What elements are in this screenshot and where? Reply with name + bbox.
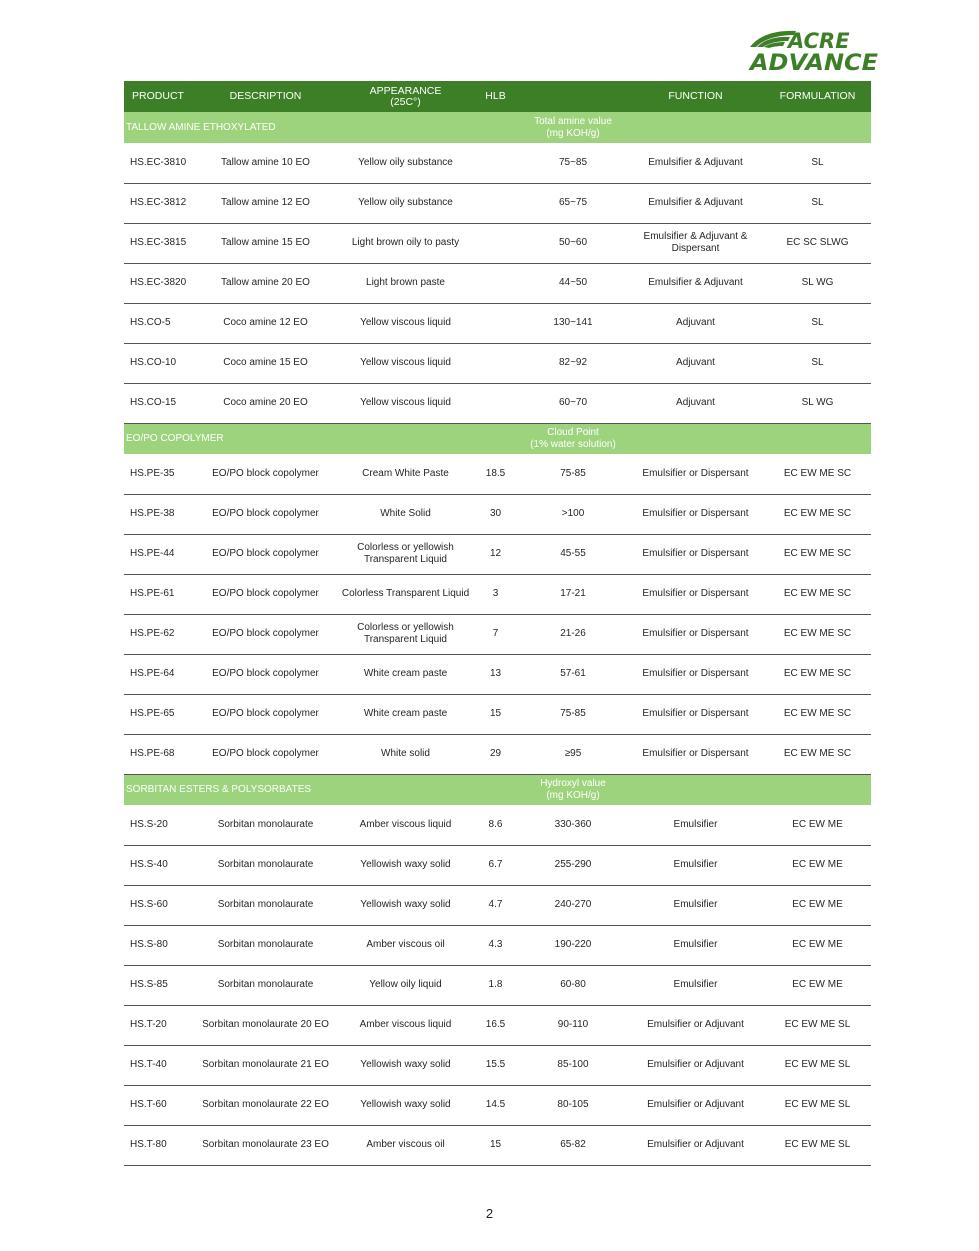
cell-function: Adjuvant bbox=[627, 343, 764, 383]
cell-formulation: SL WG bbox=[764, 263, 871, 303]
cell-product: HS.PE-65 bbox=[124, 694, 192, 734]
cell-value: 130~141 bbox=[519, 303, 627, 343]
cell-value: 330-360 bbox=[519, 805, 627, 845]
cell-formulation: EC EW ME SL bbox=[764, 1005, 871, 1045]
cell-appearance: Yellowish waxy solid bbox=[339, 845, 472, 885]
cell-formulation: EC EW ME SC bbox=[764, 614, 871, 654]
cell-value: 75-85 bbox=[519, 694, 627, 734]
cell-hlb bbox=[472, 183, 519, 223]
cell-hlb: 15 bbox=[472, 694, 519, 734]
cell-hlb: 13 bbox=[472, 654, 519, 694]
cell-hlb bbox=[472, 383, 519, 423]
cell-value: 45-55 bbox=[519, 534, 627, 574]
cell-function: Emulsifier or Dispersant bbox=[627, 694, 764, 734]
cell-appearance: Yellow oily liquid bbox=[339, 965, 472, 1005]
cell-product: HS.PE-38 bbox=[124, 494, 192, 534]
cell-value: 65-82 bbox=[519, 1125, 627, 1165]
cell-value: 50~60 bbox=[519, 223, 627, 263]
brand-logo bbox=[748, 28, 880, 72]
cell-value: 60~70 bbox=[519, 383, 627, 423]
cell-appearance: White solid bbox=[339, 734, 472, 774]
section-spacer bbox=[627, 423, 871, 454]
cell-description: EO/PO block copolymer bbox=[192, 574, 339, 614]
cell-appearance: Amber viscous oil bbox=[339, 1125, 472, 1165]
cell-description: Sorbitan monolaurate 22 EO bbox=[192, 1085, 339, 1125]
table-body bbox=[124, 112, 871, 1165]
cell-hlb: 4.3 bbox=[472, 925, 519, 965]
cell-product: HS.S-40 bbox=[124, 845, 192, 885]
cell-hlb: 29 bbox=[472, 734, 519, 774]
cell-description: Sorbitan monolaurate bbox=[192, 885, 339, 925]
cell-hlb: 15.5 bbox=[472, 1045, 519, 1085]
cell-description: Tallow amine 20 EO bbox=[192, 263, 339, 303]
table-row bbox=[124, 734, 871, 774]
product-table bbox=[124, 81, 871, 1166]
section-header-row bbox=[124, 423, 871, 454]
header-hlb: HLB bbox=[485, 90, 506, 102]
cell-formulation: SL bbox=[764, 303, 871, 343]
cell-formulation: SL bbox=[764, 343, 871, 383]
cell-hlb: 8.6 bbox=[472, 805, 519, 845]
cell-product: HS.CO-15 bbox=[124, 383, 192, 423]
cell-product: HS.EC-3810 bbox=[124, 143, 192, 183]
cell-hlb bbox=[472, 343, 519, 383]
section-title: TALLOW AMINE ETHOXYLATED bbox=[126, 121, 276, 133]
cell-value: 255-290 bbox=[519, 845, 627, 885]
cell-description: Coco amine 12 EO bbox=[192, 303, 339, 343]
table-row bbox=[124, 654, 871, 694]
cell-function: Emulsifier or Dispersant bbox=[627, 614, 764, 654]
cell-value: 82~92 bbox=[519, 343, 627, 383]
cell-function: Emulsifier & Adjuvant bbox=[627, 183, 764, 223]
table-row bbox=[124, 925, 871, 965]
cell-function: Emulsifier or Adjuvant bbox=[627, 1045, 764, 1085]
cell-function: Emulsifier & Adjuvant bbox=[627, 263, 764, 303]
cell-description: EO/PO block copolymer bbox=[192, 494, 339, 534]
cell-function: Emulsifier bbox=[627, 805, 764, 845]
table-row bbox=[124, 1125, 871, 1165]
cell-value: 90-110 bbox=[519, 1005, 627, 1045]
cell-value: 80-105 bbox=[519, 1085, 627, 1125]
cell-value: 75-85 bbox=[519, 454, 627, 494]
cell-formulation: EC EW ME SC bbox=[764, 494, 871, 534]
cell-function: Emulsifier or Dispersant bbox=[627, 534, 764, 574]
table-row bbox=[124, 383, 871, 423]
cell-product: HS.PE-61 bbox=[124, 574, 192, 614]
cell-description: EO/PO block copolymer bbox=[192, 614, 339, 654]
cell-formulation: EC EW ME SL bbox=[764, 1125, 871, 1165]
cell-hlb: 7 bbox=[472, 614, 519, 654]
header-function: FUNCTION bbox=[668, 90, 723, 102]
cell-appearance: Yellow oily substance bbox=[339, 143, 472, 183]
cell-hlb: 12 bbox=[472, 534, 519, 574]
cell-function: Emulsifier & Adjuvant bbox=[627, 143, 764, 183]
cell-description: Coco amine 15 EO bbox=[192, 343, 339, 383]
cell-function: Emulsifier or Dispersant bbox=[627, 654, 764, 694]
cell-value: 85-100 bbox=[519, 1045, 627, 1085]
cell-formulation: EC EW ME bbox=[764, 925, 871, 965]
cell-formulation: EC EW ME SC bbox=[764, 654, 871, 694]
cell-product: HS.PE-68 bbox=[124, 734, 192, 774]
cell-description: EO/PO block copolymer bbox=[192, 734, 339, 774]
cell-product: HS.CO-5 bbox=[124, 303, 192, 343]
cell-appearance: Yellow viscous liquid bbox=[339, 303, 472, 343]
cell-appearance: Colorless Transparent Liquid bbox=[339, 574, 472, 614]
cell-hlb: 4.7 bbox=[472, 885, 519, 925]
cell-appearance: White cream paste bbox=[339, 654, 472, 694]
cell-description: Sorbitan monolaurate bbox=[192, 925, 339, 965]
cell-value: 60-80 bbox=[519, 965, 627, 1005]
section-title: SORBITAN ESTERS & POLYSORBATES bbox=[126, 783, 312, 795]
cell-hlb bbox=[472, 223, 519, 263]
cell-value: 190-220 bbox=[519, 925, 627, 965]
cell-product: HS.T-40 bbox=[124, 1045, 192, 1085]
table-row bbox=[124, 965, 871, 1005]
page-number: 2 bbox=[485, 1206, 494, 1221]
section-metric-label: Total amine value (mg KOH/g) bbox=[534, 115, 612, 139]
cell-hlb: 16.5 bbox=[472, 1005, 519, 1045]
cell-formulation: EC EW ME SC bbox=[764, 734, 871, 774]
cell-value: ≥95 bbox=[519, 734, 627, 774]
table-row bbox=[124, 694, 871, 734]
cell-value: 75~85 bbox=[519, 143, 627, 183]
cell-formulation: EC EW ME SC bbox=[764, 454, 871, 494]
cell-hlb bbox=[472, 263, 519, 303]
cell-hlb bbox=[472, 303, 519, 343]
cell-product: HS.PE-44 bbox=[124, 534, 192, 574]
cell-description: Sorbitan monolaurate 20 EO bbox=[192, 1005, 339, 1045]
cell-appearance: White Solid bbox=[339, 494, 472, 534]
table-row bbox=[124, 263, 871, 303]
cell-appearance: Yellow oily substance bbox=[339, 183, 472, 223]
section-header-row bbox=[124, 112, 871, 143]
table-row bbox=[124, 1045, 871, 1085]
table-row bbox=[124, 805, 871, 845]
cell-value: 65~75 bbox=[519, 183, 627, 223]
cell-function: Emulsifier bbox=[627, 925, 764, 965]
cell-product: HS.EC-3812 bbox=[124, 183, 192, 223]
cell-appearance: Yellow viscous liquid bbox=[339, 383, 472, 423]
header-appearance: APPEARANCE (25C°) bbox=[369, 84, 442, 108]
cell-product: HS.S-80 bbox=[124, 925, 192, 965]
cell-appearance: Amber viscous liquid bbox=[339, 805, 472, 845]
cell-formulation: EC EW ME SL bbox=[764, 1045, 871, 1085]
header-description: DESCRIPTION bbox=[229, 90, 302, 102]
cell-value: 57-61 bbox=[519, 654, 627, 694]
cell-formulation: EC EW ME bbox=[764, 965, 871, 1005]
cell-description: Sorbitan monolaurate bbox=[192, 805, 339, 845]
table-row bbox=[124, 343, 871, 383]
table-row bbox=[124, 223, 871, 263]
cell-function: Emulsifier bbox=[627, 885, 764, 925]
table-row bbox=[124, 143, 871, 183]
cell-description: Tallow amine 15 EO bbox=[192, 223, 339, 263]
cell-function: Emulsifier or Adjuvant bbox=[627, 1005, 764, 1045]
cell-appearance: Cream White Paste bbox=[339, 454, 472, 494]
cell-appearance: Yellowish waxy solid bbox=[339, 885, 472, 925]
cell-hlb: 6.7 bbox=[472, 845, 519, 885]
table-row bbox=[124, 885, 871, 925]
cell-hlb: 18.5 bbox=[472, 454, 519, 494]
section-header-row bbox=[124, 774, 871, 805]
cell-formulation: SL bbox=[764, 143, 871, 183]
header-product: PRODUCT bbox=[132, 90, 184, 102]
cell-formulation: EC EW ME bbox=[764, 805, 871, 845]
cell-appearance: Colorless or yellowish Transparent Liquid bbox=[339, 534, 472, 574]
cell-function: Adjuvant bbox=[627, 383, 764, 423]
logo-word-acre: ACRE bbox=[788, 29, 850, 53]
cell-appearance: Amber viscous oil bbox=[339, 925, 472, 965]
cell-description: Coco amine 20 EO bbox=[192, 383, 339, 423]
cell-appearance: Yellow viscous liquid bbox=[339, 343, 472, 383]
table-row bbox=[124, 845, 871, 885]
header-metric bbox=[519, 81, 627, 112]
logo-word-advance: ADVANCE bbox=[748, 51, 878, 72]
cell-value: 21-26 bbox=[519, 614, 627, 654]
cell-value: >100 bbox=[519, 494, 627, 534]
cell-product: HS.EC-3815 bbox=[124, 223, 192, 263]
cell-hlb: 14.5 bbox=[472, 1085, 519, 1125]
cell-function: Adjuvant bbox=[627, 303, 764, 343]
cell-description: EO/PO block copolymer bbox=[192, 454, 339, 494]
table-row bbox=[124, 1005, 871, 1045]
cell-product: HS.EC-3820 bbox=[124, 263, 192, 303]
cell-description: Tallow amine 12 EO bbox=[192, 183, 339, 223]
cell-function: Emulsifier or Dispersant bbox=[627, 454, 764, 494]
table-row bbox=[124, 494, 871, 534]
cell-formulation: EC EW ME SC bbox=[764, 694, 871, 734]
cell-product: HS.PE-64 bbox=[124, 654, 192, 694]
cell-description: Sorbitan monolaurate 23 EO bbox=[192, 1125, 339, 1165]
cell-product: HS.S-60 bbox=[124, 885, 192, 925]
cell-function: Emulsifier bbox=[627, 965, 764, 1005]
cell-product: HS.S-85 bbox=[124, 965, 192, 1005]
cell-appearance: Light brown oily to pasty bbox=[339, 223, 472, 263]
section-metric-label: Hydroxyl value (mg KOH/g) bbox=[540, 777, 606, 801]
cell-formulation: EC EW ME SC bbox=[764, 574, 871, 614]
cell-description: Sorbitan monolaurate 21 EO bbox=[192, 1045, 339, 1085]
table-header-row bbox=[124, 81, 871, 112]
table-row bbox=[124, 1085, 871, 1125]
cell-formulation: EC SC SLWG bbox=[764, 223, 871, 263]
cell-product: HS.PE-62 bbox=[124, 614, 192, 654]
cell-description: Sorbitan monolaurate bbox=[192, 965, 339, 1005]
cell-formulation: EC EW ME bbox=[764, 845, 871, 885]
section-title: EO/PO COPOLYMER bbox=[126, 432, 224, 444]
cell-function: Emulsifier or Adjuvant bbox=[627, 1085, 764, 1125]
table-row bbox=[124, 614, 871, 654]
cell-function: Emulsifier & Adjuvant & Dispersant bbox=[627, 223, 764, 263]
cell-appearance: Light brown paste bbox=[339, 263, 472, 303]
cell-formulation: EC EW ME SL bbox=[764, 1085, 871, 1125]
cell-appearance: Amber viscous liquid bbox=[339, 1005, 472, 1045]
cell-hlb: 30 bbox=[472, 494, 519, 534]
cell-value: 44~50 bbox=[519, 263, 627, 303]
cell-hlb bbox=[472, 143, 519, 183]
cell-description: Tallow amine 10 EO bbox=[192, 143, 339, 183]
cell-function: Emulsifier or Dispersant bbox=[627, 574, 764, 614]
cell-description: EO/PO block copolymer bbox=[192, 694, 339, 734]
cell-hlb: 1.8 bbox=[472, 965, 519, 1005]
cell-product: HS.T-20 bbox=[124, 1005, 192, 1045]
cell-formulation: EC EW ME SC bbox=[764, 534, 871, 574]
cell-appearance: Yellowish waxy solid bbox=[339, 1045, 472, 1085]
cell-appearance: White cream paste bbox=[339, 694, 472, 734]
cell-description: EO/PO block copolymer bbox=[192, 654, 339, 694]
cell-description: Sorbitan monolaurate bbox=[192, 845, 339, 885]
header-formulation: FORMULATION bbox=[779, 90, 856, 102]
table-row bbox=[124, 534, 871, 574]
cell-product: HS.T-60 bbox=[124, 1085, 192, 1125]
section-metric-label: Cloud Point (1% water solution) bbox=[530, 426, 616, 450]
table-row bbox=[124, 574, 871, 614]
cell-formulation: SL WG bbox=[764, 383, 871, 423]
cell-product: HS.CO-10 bbox=[124, 343, 192, 383]
cell-function: Emulsifier or Dispersant bbox=[627, 494, 764, 534]
cell-product: HS.T-80 bbox=[124, 1125, 192, 1165]
table-row bbox=[124, 183, 871, 223]
table-row bbox=[124, 303, 871, 343]
cell-function: Emulsifier or Dispersant bbox=[627, 734, 764, 774]
section-spacer bbox=[627, 112, 871, 143]
cell-function: Emulsifier or Adjuvant bbox=[627, 1125, 764, 1165]
acre-advance-logo-icon bbox=[748, 28, 880, 72]
cell-function: Emulsifier bbox=[627, 845, 764, 885]
cell-description: EO/PO block copolymer bbox=[192, 534, 339, 574]
cell-value: 240-270 bbox=[519, 885, 627, 925]
section-spacer bbox=[627, 774, 871, 805]
cell-formulation: EC EW ME bbox=[764, 885, 871, 925]
cell-value: 17-21 bbox=[519, 574, 627, 614]
cell-formulation: SL bbox=[764, 183, 871, 223]
cell-hlb: 3 bbox=[472, 574, 519, 614]
table-row bbox=[124, 454, 871, 494]
cell-product: HS.PE-35 bbox=[124, 454, 192, 494]
cell-hlb: 15 bbox=[472, 1125, 519, 1165]
cell-product: HS.S-20 bbox=[124, 805, 192, 845]
cell-appearance: Yellowish waxy solid bbox=[339, 1085, 472, 1125]
cell-appearance: Colorless or yellowish Transparent Liquid bbox=[339, 614, 472, 654]
